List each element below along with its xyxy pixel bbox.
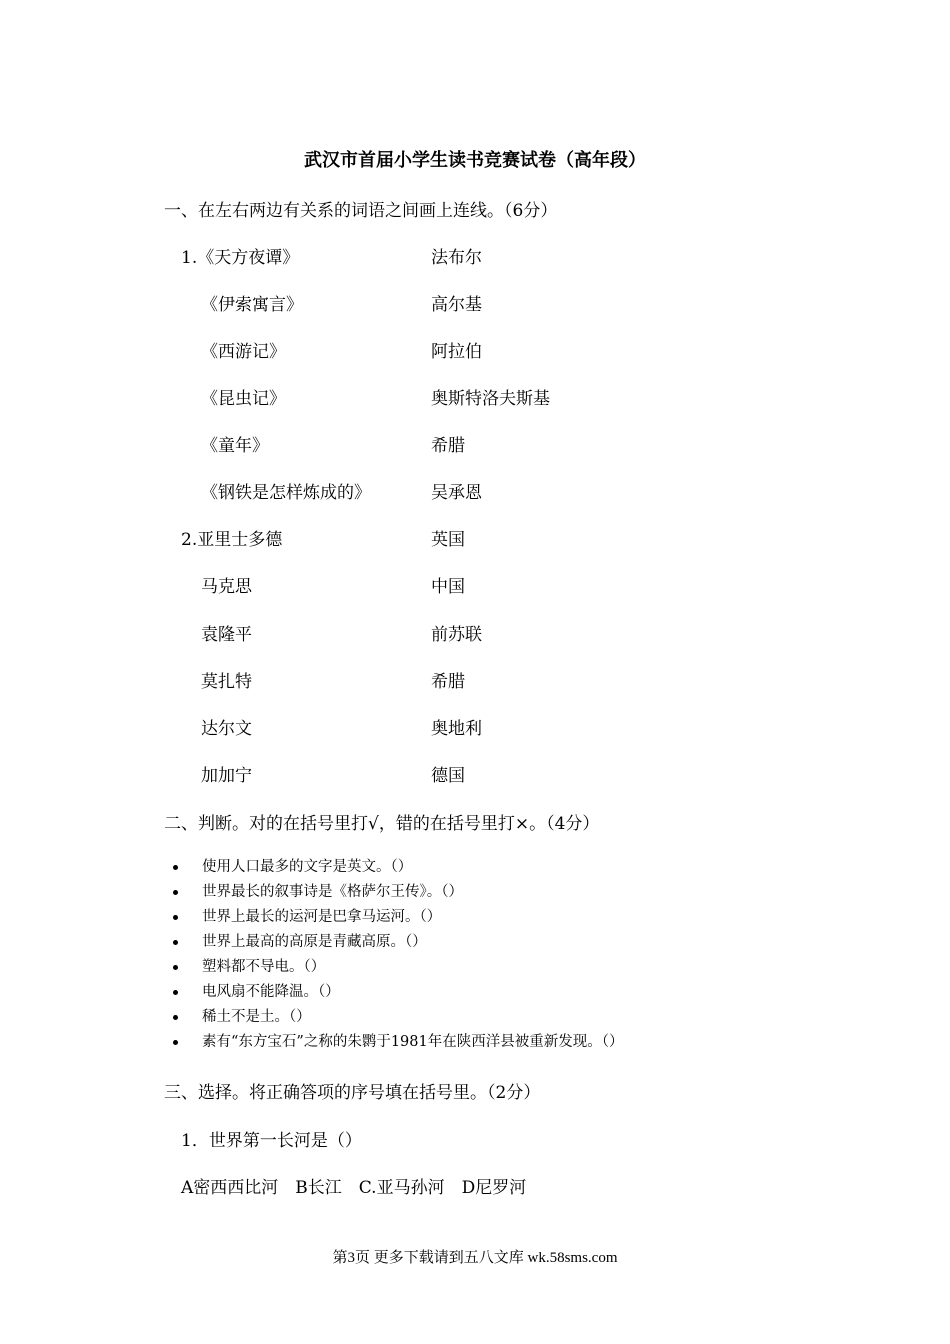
bullet-icon [173, 890, 178, 895]
match1-right-5: 希腊 [431, 436, 465, 456]
judgement-text: 电风扇不能降温。（） [202, 984, 340, 1000]
bullet-icon [173, 915, 178, 920]
judgement-text: 世界最长的叙事诗是《格萨尔王传》。（） [202, 884, 463, 900]
judgement-text: 世界上最高的高原是青藏高原。（） [202, 934, 427, 950]
list-item [170, 1032, 623, 1057]
list-item [170, 957, 623, 982]
judgement-text: 塑料都不导电。（） [202, 959, 326, 975]
match2-left-3: 袁隆平 [201, 625, 252, 645]
judgement-text: 使用人口最多的文字是英文。（） [202, 859, 413, 875]
match1-right-6: 吴承恩 [431, 483, 482, 503]
list-item [170, 932, 623, 957]
list-item [170, 982, 623, 1007]
bullet-icon [173, 965, 178, 970]
match2-right-6: 德国 [431, 766, 465, 786]
match2-left-2: 马克思 [201, 577, 252, 597]
page-title: 武汉市首届小学生读书竞赛试卷（高年段） [304, 150, 646, 171]
match2-right-4: 希腊 [431, 672, 465, 692]
list-item [170, 907, 623, 932]
match1-left-6: 《钢铁是怎样炼成的》 [201, 483, 371, 503]
match1-right-4: 奥斯特洛夫斯基 [431, 389, 550, 409]
list-item [170, 1007, 623, 1032]
match1-left-5: 《童年》 [201, 436, 269, 456]
match1-left-1: 1.《天方夜谭》 [181, 248, 300, 268]
judgement-text: 稀土不是土。（） [202, 1009, 311, 1025]
bullet-icon [173, 1040, 178, 1045]
section1-heading: 一、在左右两边有关系的词语之间画上连线。（6分） [164, 201, 558, 221]
match2-left-5: 达尔文 [201, 719, 252, 739]
match1-left-4: 《昆虫记》 [201, 389, 286, 409]
match2-right-1: 英国 [431, 530, 465, 550]
bullet-icon [173, 865, 178, 870]
match2-left-1: 2.亚里士多德 [181, 530, 283, 550]
match1-right-1: 法布尔 [431, 248, 482, 268]
match1-right-2: 高尔基 [431, 295, 482, 315]
section2-heading: 二、判断。对的在括号里打√，错的在括号里打×。（4分） [164, 814, 600, 834]
choice-question-1: 1．世界第一长河是（） [181, 1131, 362, 1151]
match1-right-3: 阿拉伯 [431, 342, 482, 362]
bullet-icon [173, 1015, 178, 1020]
match2-right-5: 奥地利 [431, 719, 482, 739]
match2-right-2: 中国 [431, 577, 465, 597]
match1-left-3: 《西游记》 [201, 342, 286, 362]
bullet-icon [173, 940, 178, 945]
list-item [170, 882, 623, 907]
page-footer: 第3页 更多下载请到五八文库 wk.58sms.com [332, 1250, 618, 1266]
section3-heading: 三、选择。将正确答项的序号填在括号里。（2分） [164, 1083, 541, 1103]
judgement-text: 素有“东方宝石”之称的朱鹮于1981年在陕西洋县被重新发现。（） [202, 1034, 624, 1050]
judgement-list [170, 857, 623, 1057]
match1-left-2: 《伊索寓言》 [201, 295, 303, 315]
judgement-text: 世界上最长的运河是巴拿马运河。（） [202, 909, 442, 925]
list-item [170, 857, 623, 882]
match2-left-4: 莫扎特 [201, 672, 252, 692]
match2-left-6: 加加宁 [201, 766, 252, 786]
bullet-icon [173, 990, 178, 995]
match2-right-3: 前苏联 [431, 625, 482, 645]
choice-options-1: A密西西比河 B长江 C.亚马孙河 D尼罗河 [181, 1178, 527, 1198]
